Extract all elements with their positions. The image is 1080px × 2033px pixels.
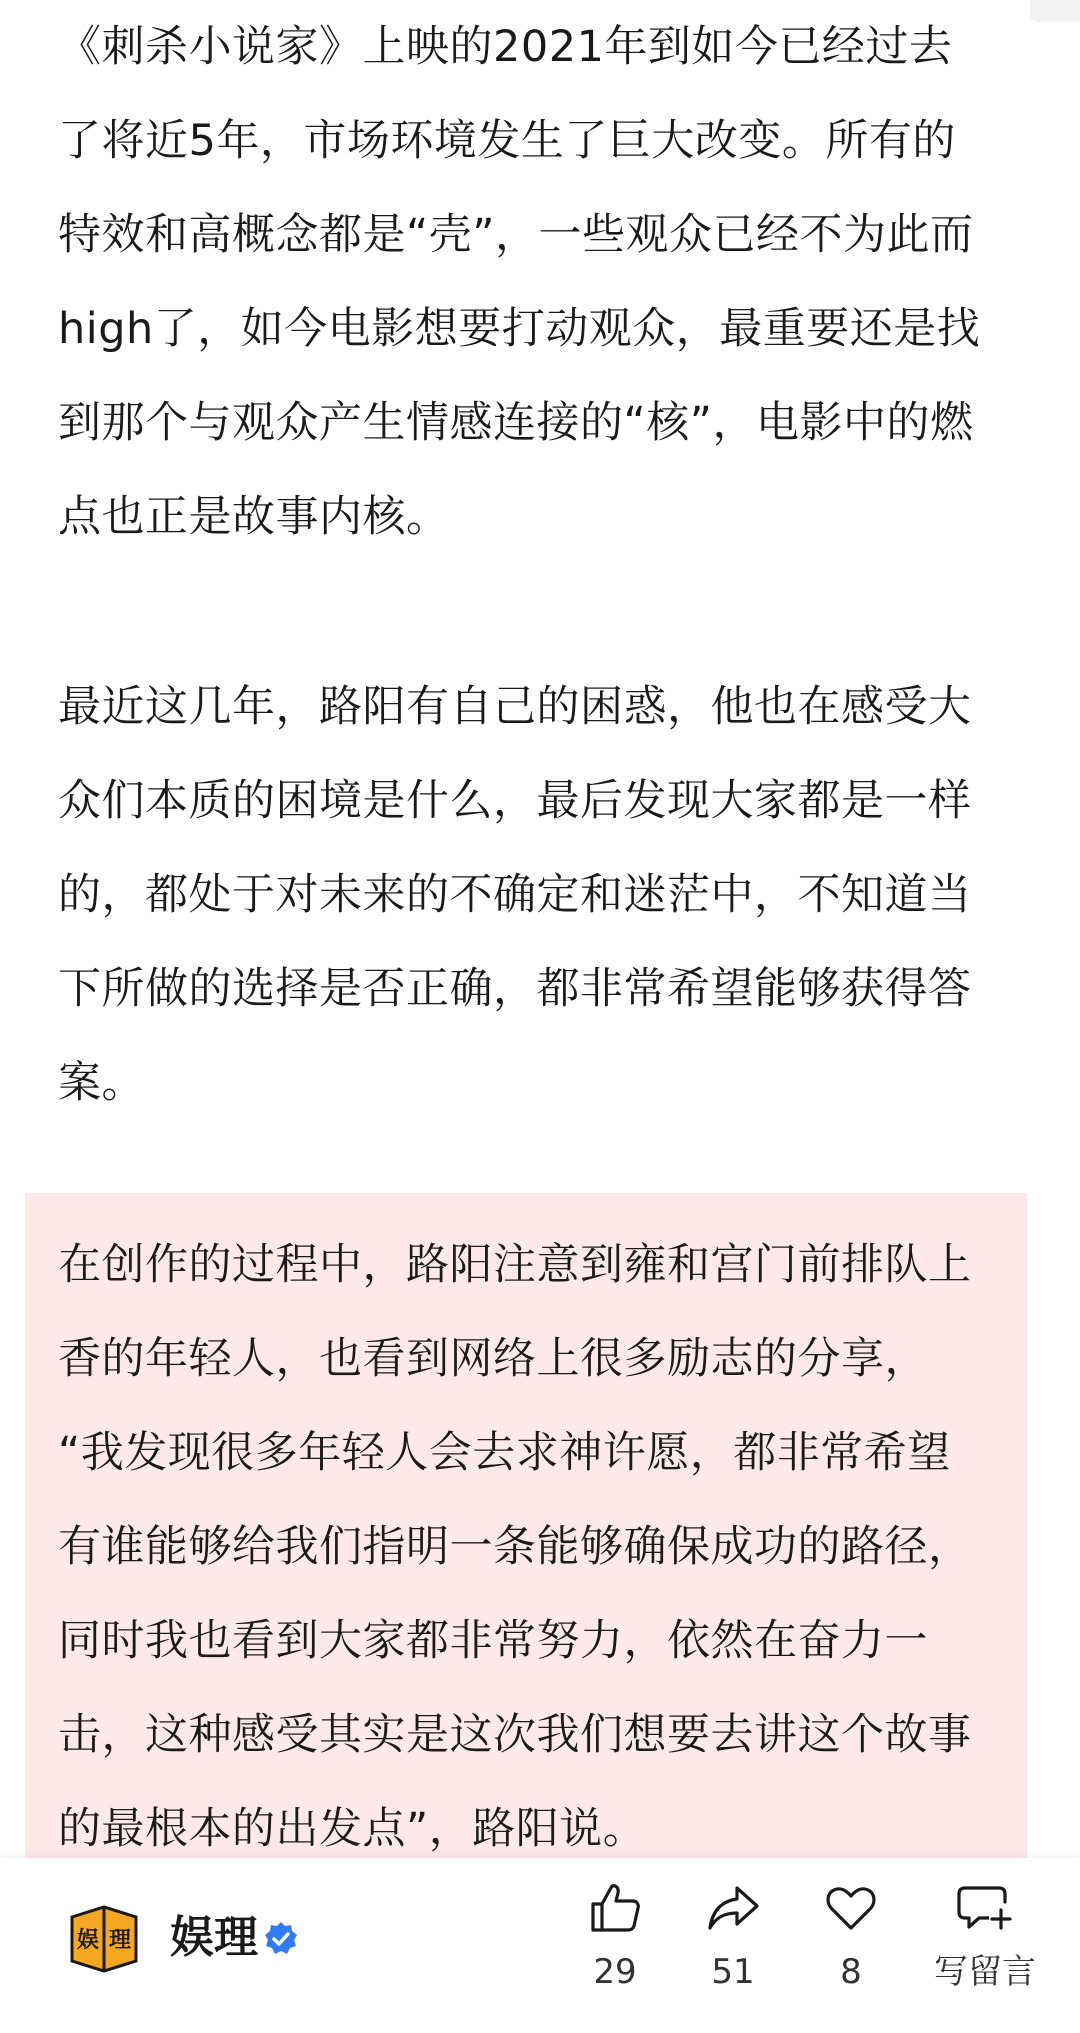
article-paragraph: 《刺杀小说家》上映的2021年到如今已经过去 了将近5年，市场环境发生了巨大改变。所有的 特效和高概念都是“壳”，一些观众已经不为此而 high了，如今电影想要打动观众，最重要还是找 到那个与观众产生情感连接的“核”，电影中的燃 点也正是故事内核。 — [58, 22, 981, 542]
like-button[interactable] — [560, 1880, 670, 1992]
thumbs-up-icon — [587, 1880, 643, 1936]
author-name[interactable]: 娱理 — [170, 1912, 258, 1963]
write-comment-button[interactable] — [915, 1880, 1055, 1992]
author-avatar[interactable] — [68, 1903, 140, 1975]
share-button[interactable] — [678, 1880, 788, 1992]
share-arrow-icon — [705, 1880, 761, 1936]
comment-add-icon — [955, 1880, 1015, 1936]
author-logo-icon — [68, 1903, 140, 1975]
article-quote-paragraph: 在创作的过程中，路阳注意到雍和宫门前排队上 香的年轻人，也看到网络上很多励志的分享， “我发现很多年轻人会去求神许愿，都非常希望 有谁能够给我们指明一条能够确保成功的路径， 同时我也看到大家都非常努力，依然在奋力一 击，这种感受其实是这次我们想要去讲这个故事 的最根本的出发点”，路阳说。 — [58, 1240, 972, 1854]
share-count: 51 — [711, 1952, 755, 1992]
write-comment-label: 写留言 — [934, 1952, 1036, 1992]
article-paragraph: 最近这几年，路阳有自己的困惑，他也在感受大 众们本质的困境是什么，最后发现大家都是一样 的，都处于对未来的不确定和迷茫中，不知道当 下所做的选择是否正确，都非常希望能够获得答 案。 — [58, 682, 972, 1108]
favorite-count: 8 — [840, 1952, 862, 1992]
verified-badge-icon — [262, 1920, 300, 1958]
scroll-indicator — [1030, 0, 1080, 22]
favorite-button[interactable] — [796, 1880, 906, 1992]
avatar-char: 娱 — [76, 1928, 100, 1953]
like-count: 29 — [593, 1952, 637, 1992]
avatar-char: 理 — [108, 1928, 132, 1953]
heart-icon — [823, 1880, 879, 1936]
